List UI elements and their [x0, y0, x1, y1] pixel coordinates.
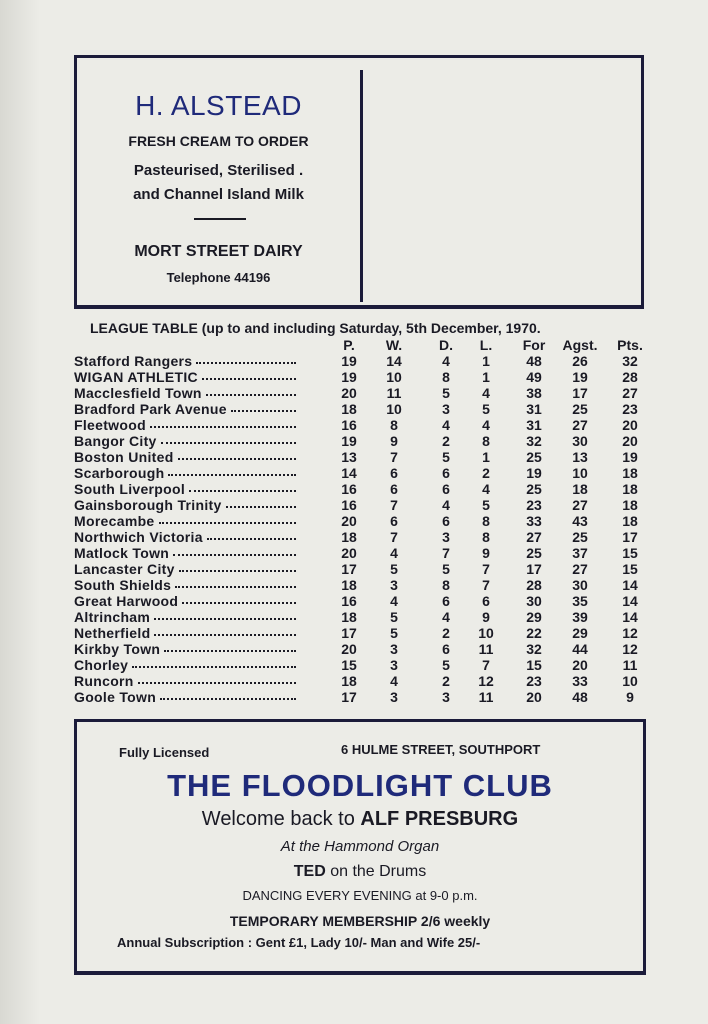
stat-l: 8: [482, 433, 490, 449]
stat-p: 20: [341, 385, 357, 401]
stat-d: 6: [442, 465, 450, 481]
stat-w: 5: [390, 561, 398, 577]
column-header: Agst.: [562, 337, 598, 353]
stat-agst: 25: [572, 401, 588, 417]
stat-d: 3: [442, 689, 450, 705]
stat-for: 19: [526, 465, 542, 481]
dotted-leader: [160, 698, 296, 700]
dotted-leader: [150, 426, 296, 428]
advert-divider: [360, 70, 363, 302]
stat-p: 16: [341, 497, 357, 513]
team-name: Bangor City: [74, 433, 157, 449]
stat-d: 7: [442, 545, 450, 561]
team-name: Matlock Town: [74, 545, 170, 561]
stat-w: 10: [386, 401, 402, 417]
team-cell: [74, 609, 296, 625]
stat-l: 6: [482, 593, 490, 609]
stat-l: 8: [482, 513, 490, 529]
stat-w: 3: [390, 657, 398, 673]
stat-d: 2: [442, 625, 450, 641]
stat-w: 6: [390, 465, 398, 481]
stat-d: 6: [442, 513, 450, 529]
advert-telephone: Telephone 44196: [166, 270, 271, 285]
team-name: Macclesfield Town: [74, 385, 202, 401]
stat-for: 33: [526, 513, 542, 529]
team-cell: [74, 561, 296, 577]
stat-l: 11: [478, 641, 494, 657]
stat-w: 14: [386, 353, 402, 369]
stat-l: 7: [482, 577, 490, 593]
stat-w: 10: [386, 369, 402, 385]
stat-for: 30: [526, 593, 542, 609]
column-header: P.: [343, 337, 355, 353]
stat-w: 9: [390, 433, 398, 449]
stat-for: 38: [526, 385, 542, 401]
team-cell: [74, 529, 296, 545]
stat-d: 6: [442, 641, 450, 657]
team-cell: [74, 401, 296, 417]
dotted-leader: [161, 442, 296, 444]
welcome-line: [77, 808, 643, 831]
stat-d: 5: [442, 657, 450, 673]
team-cell: [74, 513, 296, 529]
stat-l: 9: [482, 545, 490, 561]
stat-agst: 30: [572, 433, 588, 449]
stat-d: 5: [442, 449, 450, 465]
stat-d: 4: [442, 417, 450, 433]
team-cell: [74, 417, 296, 433]
table-row: [74, 401, 654, 417]
team-name: Altrincham: [74, 609, 151, 625]
stat-w: 3: [390, 641, 398, 657]
team-cell: [74, 689, 296, 705]
stat-p: 20: [341, 545, 357, 561]
stat-pts: 20: [622, 417, 638, 433]
stat-p: 20: [341, 513, 357, 529]
stat-l: 1: [482, 449, 490, 465]
team-cell: [74, 497, 296, 513]
stat-w: 4: [390, 593, 398, 609]
stat-for: 20: [526, 689, 542, 705]
table-row: [74, 433, 654, 449]
dotted-leader: [196, 362, 296, 364]
table-row: [74, 369, 654, 385]
alstead-advert-text: [77, 58, 360, 305]
table-row: [74, 465, 654, 481]
stat-d: 3: [442, 529, 450, 545]
stat-agst: 17: [572, 385, 588, 401]
drums-name: TED: [293, 863, 326, 880]
team-cell: [74, 433, 296, 449]
drums-line: [77, 863, 643, 881]
dotted-leader: [154, 634, 296, 636]
stat-agst: 19: [572, 369, 588, 385]
stat-agst: 39: [572, 609, 588, 625]
team-cell: [74, 481, 296, 497]
stat-d: 6: [442, 593, 450, 609]
team-name: Fleetwood: [74, 417, 146, 433]
team-cell: [74, 545, 296, 561]
stat-p: 19: [341, 433, 357, 449]
stat-d: 2: [442, 433, 450, 449]
league-table-header: [74, 337, 654, 353]
advert-line-cream: FRESH CREAM TO ORDER: [128, 133, 309, 149]
stat-w: 8: [390, 417, 398, 433]
stat-p: 16: [341, 481, 357, 497]
stat-d: 2: [442, 673, 450, 689]
stat-agst: 25: [572, 529, 588, 545]
dotted-leader: [173, 554, 296, 556]
table-row: [74, 657, 654, 673]
table-row: [74, 481, 654, 497]
welcome-name: ALF PRESBURG: [360, 808, 519, 830]
stat-pts: 18: [622, 497, 638, 513]
stat-l: 1: [482, 369, 490, 385]
stat-pts: 18: [622, 513, 638, 529]
stat-for: 49: [526, 369, 542, 385]
stat-d: 4: [442, 497, 450, 513]
stat-p: 18: [341, 401, 357, 417]
dotted-leader: [226, 506, 296, 508]
stat-for: 23: [526, 497, 542, 513]
column-header: L.: [479, 337, 493, 353]
column-header: Pts.: [617, 337, 643, 353]
stat-for: 31: [526, 401, 542, 417]
stat-pts: 23: [622, 401, 638, 417]
licensed-text: Fully Licensed: [119, 745, 210, 760]
stat-pts: 18: [622, 465, 638, 481]
team-name: South Shields: [74, 577, 172, 593]
stat-pts: 10: [622, 673, 638, 689]
team-name: Goole Town: [74, 689, 157, 705]
team-name: Stafford Rangers: [74, 353, 193, 369]
stat-l: 10: [478, 625, 494, 641]
stat-for: 25: [526, 481, 542, 497]
advert-dairy-name: MORT STREET DAIRY: [134, 243, 303, 260]
team-cell: [74, 465, 296, 481]
stat-w: 7: [390, 497, 398, 513]
stat-w: 5: [390, 609, 398, 625]
dotted-leader: [175, 586, 296, 588]
stat-agst: 13: [572, 449, 588, 465]
stat-pts: 19: [622, 449, 638, 465]
advert-line-milk-1: Pasteurised, Sterilised .: [133, 162, 304, 179]
stat-d: 3: [442, 401, 450, 417]
alstead-advert: [74, 55, 644, 309]
stat-pts: 14: [622, 577, 638, 593]
dotted-leader: [231, 410, 296, 412]
table-row: [74, 689, 654, 705]
stat-agst: 35: [572, 593, 588, 609]
stat-for: 31: [526, 417, 542, 433]
stat-d: 4: [442, 353, 450, 369]
stat-pts: 12: [622, 625, 638, 641]
team-name: Lancaster City: [74, 561, 175, 577]
stat-l: 5: [482, 497, 490, 513]
stat-d: 4: [442, 609, 450, 625]
stat-pts: 17: [622, 529, 638, 545]
stat-p: 16: [341, 417, 357, 433]
stat-w: 3: [390, 577, 398, 593]
stat-agst: 20: [572, 657, 588, 673]
stat-d: 5: [442, 561, 450, 577]
stat-p: 18: [341, 673, 357, 689]
stat-w: 7: [390, 449, 398, 465]
stat-l: 11: [478, 689, 494, 705]
table-row: [74, 673, 654, 689]
stat-l: 8: [482, 529, 490, 545]
stat-for: 32: [526, 641, 542, 657]
dotted-leader: [179, 570, 296, 572]
stat-l: 4: [482, 417, 490, 433]
stat-l: 5: [482, 401, 490, 417]
team-cell: [74, 369, 296, 385]
stat-agst: 33: [572, 673, 588, 689]
team-cell: [74, 385, 296, 401]
team-cell: [74, 577, 296, 593]
membership-line: TEMPORARY MEMBERSHIP 2/6 weekly: [229, 913, 491, 929]
stat-for: 25: [526, 449, 542, 465]
stat-for: 23: [526, 673, 542, 689]
table-row: [74, 609, 654, 625]
team-name: Chorley: [74, 657, 129, 673]
stat-agst: 37: [572, 545, 588, 561]
dotted-leader: [189, 490, 296, 492]
team-name: Great Harwood: [74, 593, 179, 609]
table-row: [74, 353, 654, 369]
table-row: [74, 385, 654, 401]
stat-p: 17: [341, 561, 357, 577]
stat-l: 1: [482, 353, 490, 369]
dotted-leader: [164, 650, 296, 652]
stat-p: 17: [341, 625, 357, 641]
stat-for: 17: [526, 561, 542, 577]
team-name: Netherfield: [74, 625, 151, 641]
stat-l: 4: [482, 481, 490, 497]
dancing-line: DANCING EVERY EVENING at 9-0 p.m.: [242, 888, 478, 903]
club-title: THE FLOODLIGHT CLUB: [167, 768, 553, 803]
stat-l: 7: [482, 657, 490, 673]
stat-l: 2: [482, 465, 490, 481]
stat-for: 32: [526, 433, 542, 449]
stat-for: 29: [526, 609, 542, 625]
page-edge-shadow: [0, 0, 40, 1024]
team-cell: [74, 673, 296, 689]
welcome-prefix: Welcome back to: [201, 808, 361, 830]
team-cell: [74, 449, 296, 465]
stat-p: 20: [341, 641, 357, 657]
team-name: Gainsborough Trinity: [74, 497, 222, 513]
stat-for: 27: [526, 529, 542, 545]
team-name: Scarborough: [74, 465, 165, 481]
stat-l: 12: [478, 673, 494, 689]
team-name: Northwich Victoria: [74, 529, 203, 545]
dotted-leader: [159, 522, 296, 524]
dotted-leader: [178, 458, 296, 460]
stat-w: 6: [390, 481, 398, 497]
stat-p: 18: [341, 577, 357, 593]
stat-for: 48: [526, 353, 542, 369]
column-header: For: [522, 337, 546, 353]
stat-pts: 27: [622, 385, 638, 401]
stat-pts: 11: [622, 657, 638, 673]
stat-p: 18: [341, 529, 357, 545]
stat-p: 19: [341, 369, 357, 385]
stat-p: 16: [341, 593, 357, 609]
stat-agst: 30: [572, 577, 588, 593]
stat-pts: 20: [622, 433, 638, 449]
organ-line: At the Hammond Organ: [280, 838, 440, 855]
stat-w: 7: [390, 529, 398, 545]
team-name: Bradford Park Avenue: [74, 401, 227, 417]
stat-for: 25: [526, 545, 542, 561]
table-row: [74, 529, 654, 545]
stat-pts: 15: [622, 561, 638, 577]
stat-l: 9: [482, 609, 490, 625]
stat-w: 4: [390, 545, 398, 561]
stat-p: 18: [341, 609, 357, 625]
stat-p: 13: [341, 449, 357, 465]
dotted-leader: [207, 538, 296, 540]
stat-pts: 18: [622, 481, 638, 497]
club-address: 6 HULME STREET, SOUTHPORT: [341, 742, 541, 757]
stat-p: 19: [341, 353, 357, 369]
stat-pts: 15: [622, 545, 638, 561]
stat-d: 5: [442, 385, 450, 401]
stat-p: 14: [341, 465, 357, 481]
stat-for: 22: [526, 625, 542, 641]
dotted-leader: [182, 602, 296, 604]
table-row: [74, 625, 654, 641]
team-name: Kirkby Town: [74, 641, 161, 657]
stat-p: 17: [341, 689, 357, 705]
team-cell: [74, 657, 296, 673]
drums-suffix: on the Drums: [325, 863, 427, 880]
table-row: [74, 449, 654, 465]
stat-agst: 48: [572, 689, 588, 705]
team-name: Boston United: [74, 449, 174, 465]
stat-agst: 43: [572, 513, 588, 529]
team-name: South Liverpool: [74, 481, 186, 497]
stat-agst: 18: [572, 481, 588, 497]
dotted-leader: [132, 666, 296, 668]
stat-d: 8: [442, 369, 450, 385]
stat-pts: 14: [622, 593, 638, 609]
floodlight-club-advert: [74, 719, 646, 975]
advert-line-milk-2: and Channel Island Milk: [133, 186, 304, 203]
team-name: Morecambe: [74, 513, 155, 529]
stat-w: 5: [390, 625, 398, 641]
table-row: [74, 497, 654, 513]
table-row: [74, 641, 654, 657]
team-cell: [74, 353, 296, 369]
stat-p: 15: [341, 657, 357, 673]
stat-pts: 9: [626, 689, 634, 705]
subscription-line: Annual Subscription : Gent £1, Lady 10/- Man and Wife 25/-: [117, 935, 481, 950]
stat-agst: 10: [572, 465, 588, 481]
advert-title: H. ALSTEAD: [135, 90, 302, 121]
dotted-leader: [138, 682, 296, 684]
stat-w: 4: [390, 673, 398, 689]
stat-agst: 44: [572, 641, 588, 657]
table-row: [74, 513, 654, 529]
stat-w: 11: [386, 385, 402, 401]
table-row: [74, 545, 654, 561]
stat-l: 4: [482, 385, 490, 401]
stat-d: 8: [442, 577, 450, 593]
stat-for: 15: [526, 657, 542, 673]
stat-agst: 27: [572, 497, 588, 513]
dotted-leader: [168, 474, 296, 476]
stat-l: 7: [482, 561, 490, 577]
table-row: [74, 593, 654, 609]
team-cell: [74, 641, 296, 657]
table-row: [74, 417, 654, 433]
league-table-heading: LEAGUE TABLE (up to and including Saturday, 5th December, 1970.: [90, 320, 541, 336]
stat-for: 28: [526, 577, 542, 593]
column-header: D.: [439, 337, 453, 353]
stat-d: 6: [442, 481, 450, 497]
dotted-leader: [202, 378, 296, 380]
stat-w: 6: [390, 513, 398, 529]
stat-pts: 12: [622, 641, 638, 657]
stat-pts: 14: [622, 609, 638, 625]
team-name: WIGAN ATHLETIC: [74, 369, 198, 385]
table-row: [74, 561, 654, 577]
team-cell: [74, 593, 296, 609]
stat-pts: 32: [622, 353, 638, 369]
column-header: W.: [385, 337, 403, 353]
dotted-leader: [206, 394, 296, 396]
team-name: Runcorn: [74, 673, 134, 689]
team-cell: [74, 625, 296, 641]
stat-agst: 27: [572, 417, 588, 433]
stat-agst: 26: [572, 353, 588, 369]
stat-pts: 28: [622, 369, 638, 385]
advert-rule: [194, 218, 246, 220]
stat-w: 3: [390, 689, 398, 705]
dotted-leader: [154, 618, 296, 620]
stat-agst: 29: [572, 625, 588, 641]
stat-agst: 27: [572, 561, 588, 577]
table-row: [74, 577, 654, 593]
